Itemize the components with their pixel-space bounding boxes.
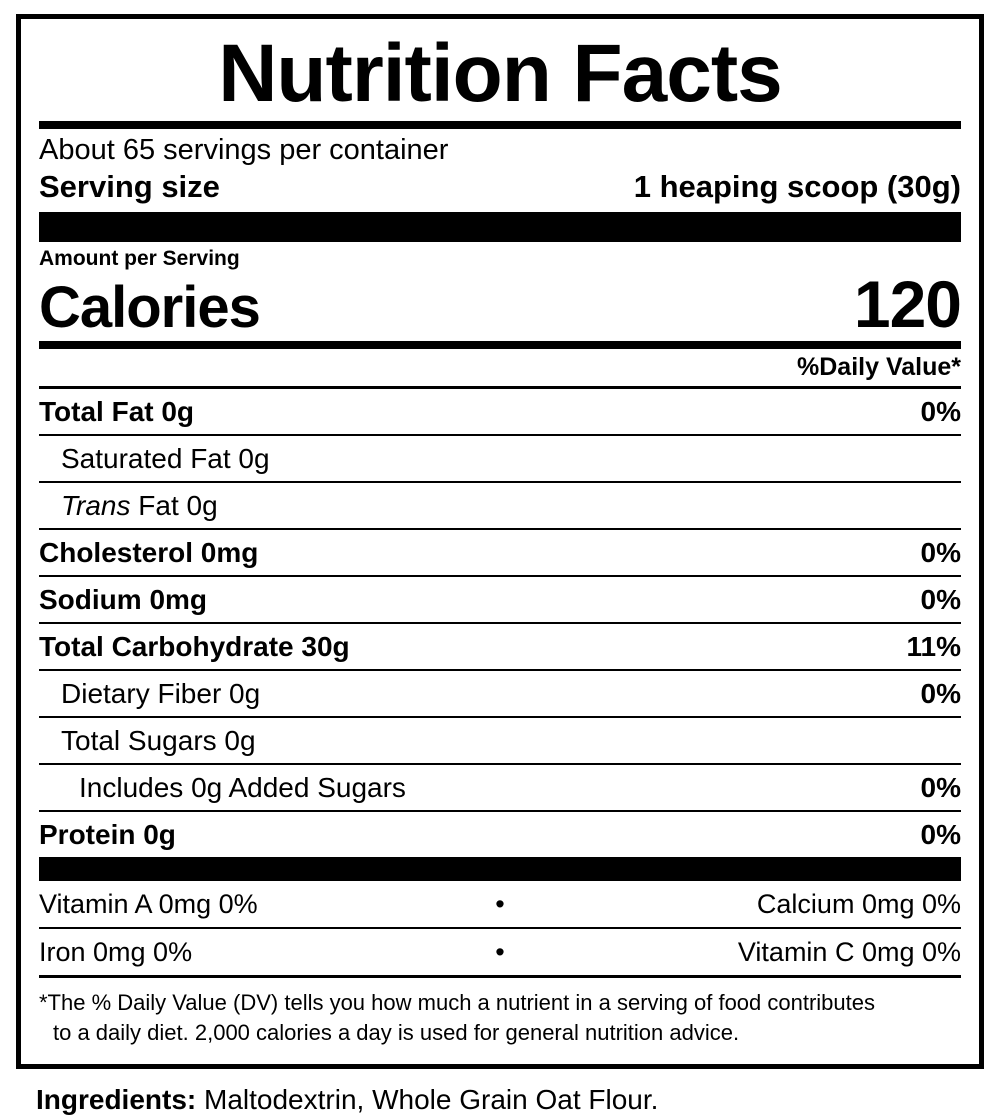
title-divider xyxy=(39,121,961,129)
ingredients-text: Maltodextrin, Whole Grain Oat Flour. xyxy=(204,1083,659,1115)
nutrient-daily-value: 11% xyxy=(906,631,961,663)
nutrient-row xyxy=(39,763,961,810)
nutrient-row xyxy=(39,716,961,763)
vitamin-right: Vitamin C 0mg 0% xyxy=(737,937,961,968)
vitamin-row xyxy=(39,881,961,927)
nutrient-name: Dietary Fiber 0g xyxy=(61,678,261,710)
nutrient-name: Total Carbohydrate 30g xyxy=(39,631,350,663)
ingredients-section xyxy=(16,1069,984,1117)
serving-size-label: Serving size xyxy=(39,169,220,205)
nutrient-daily-value: 0% xyxy=(920,537,961,569)
footnote-line-2: to a daily diet. 2,000 calories a day is used for general nutrition advice. xyxy=(53,1019,740,1045)
serving-size-value: 1 heaping scoop (30g) xyxy=(633,169,961,205)
nutrient-name: Trans Fat 0g xyxy=(61,490,218,522)
nutrient-daily-value: 0% xyxy=(920,678,961,710)
serving-size-row xyxy=(39,169,961,212)
vitamin-right: Calcium 0mg 0% xyxy=(756,889,961,920)
serving-divider-thick xyxy=(39,212,961,242)
nutrient-name: Includes 0g Added Sugars xyxy=(79,772,406,804)
servings-per-container: About 65 servings per container xyxy=(39,133,449,166)
ingredients-header: Ingredients: xyxy=(36,1083,197,1115)
nutrient-row xyxy=(39,622,961,669)
nutrient-rows xyxy=(39,386,961,857)
calories-label: Calories xyxy=(39,275,260,341)
nutrient-row xyxy=(39,575,961,622)
vitamin-row xyxy=(39,927,961,975)
bullet-icon: • xyxy=(495,889,505,920)
nutrient-name: Saturated Fat 0g xyxy=(61,443,270,475)
nutrient-row xyxy=(39,810,961,857)
nutrient-name: Sodium 0mg xyxy=(39,584,208,616)
nutrient-row xyxy=(39,434,961,481)
nutrient-daily-value: 0% xyxy=(920,396,961,428)
nutrient-daily-value: 0% xyxy=(920,584,961,616)
amount-per-serving-label: Amount per Serving xyxy=(39,247,240,271)
nutrient-row xyxy=(39,386,961,434)
nutrition-facts-panel xyxy=(16,14,984,1069)
nutrient-row xyxy=(39,528,961,575)
daily-value-header: %Daily Value* xyxy=(797,353,961,382)
vitamin-left: Iron 0mg 0% xyxy=(39,937,193,968)
footnote xyxy=(39,975,961,1049)
bullet-icon: • xyxy=(495,937,505,968)
page-title: Nutrition Facts xyxy=(218,28,782,119)
footnote-line-1: *The % Daily Value (DV) tells you how much a nutrient in a serving of food contributes xyxy=(39,990,875,1016)
nutrient-name: Cholesterol 0mg xyxy=(39,537,259,569)
calories-divider xyxy=(39,341,961,349)
vitamin-left: Vitamin A 0mg 0% xyxy=(39,889,258,920)
nutrient-daily-value: 0% xyxy=(920,772,961,804)
vitamin-rows xyxy=(39,881,961,975)
vitamins-divider-thick xyxy=(39,857,961,881)
nutrient-name: Total Fat 0g xyxy=(39,396,195,428)
nutrient-name: Total Sugars 0g xyxy=(61,725,256,757)
nutrient-row xyxy=(39,481,961,528)
nutrient-daily-value: 0% xyxy=(920,819,961,851)
calories-row xyxy=(39,267,961,342)
calories-value: 120 xyxy=(853,267,961,342)
nutrient-name: Protein 0g xyxy=(39,819,176,851)
nutrient-row xyxy=(39,669,961,716)
